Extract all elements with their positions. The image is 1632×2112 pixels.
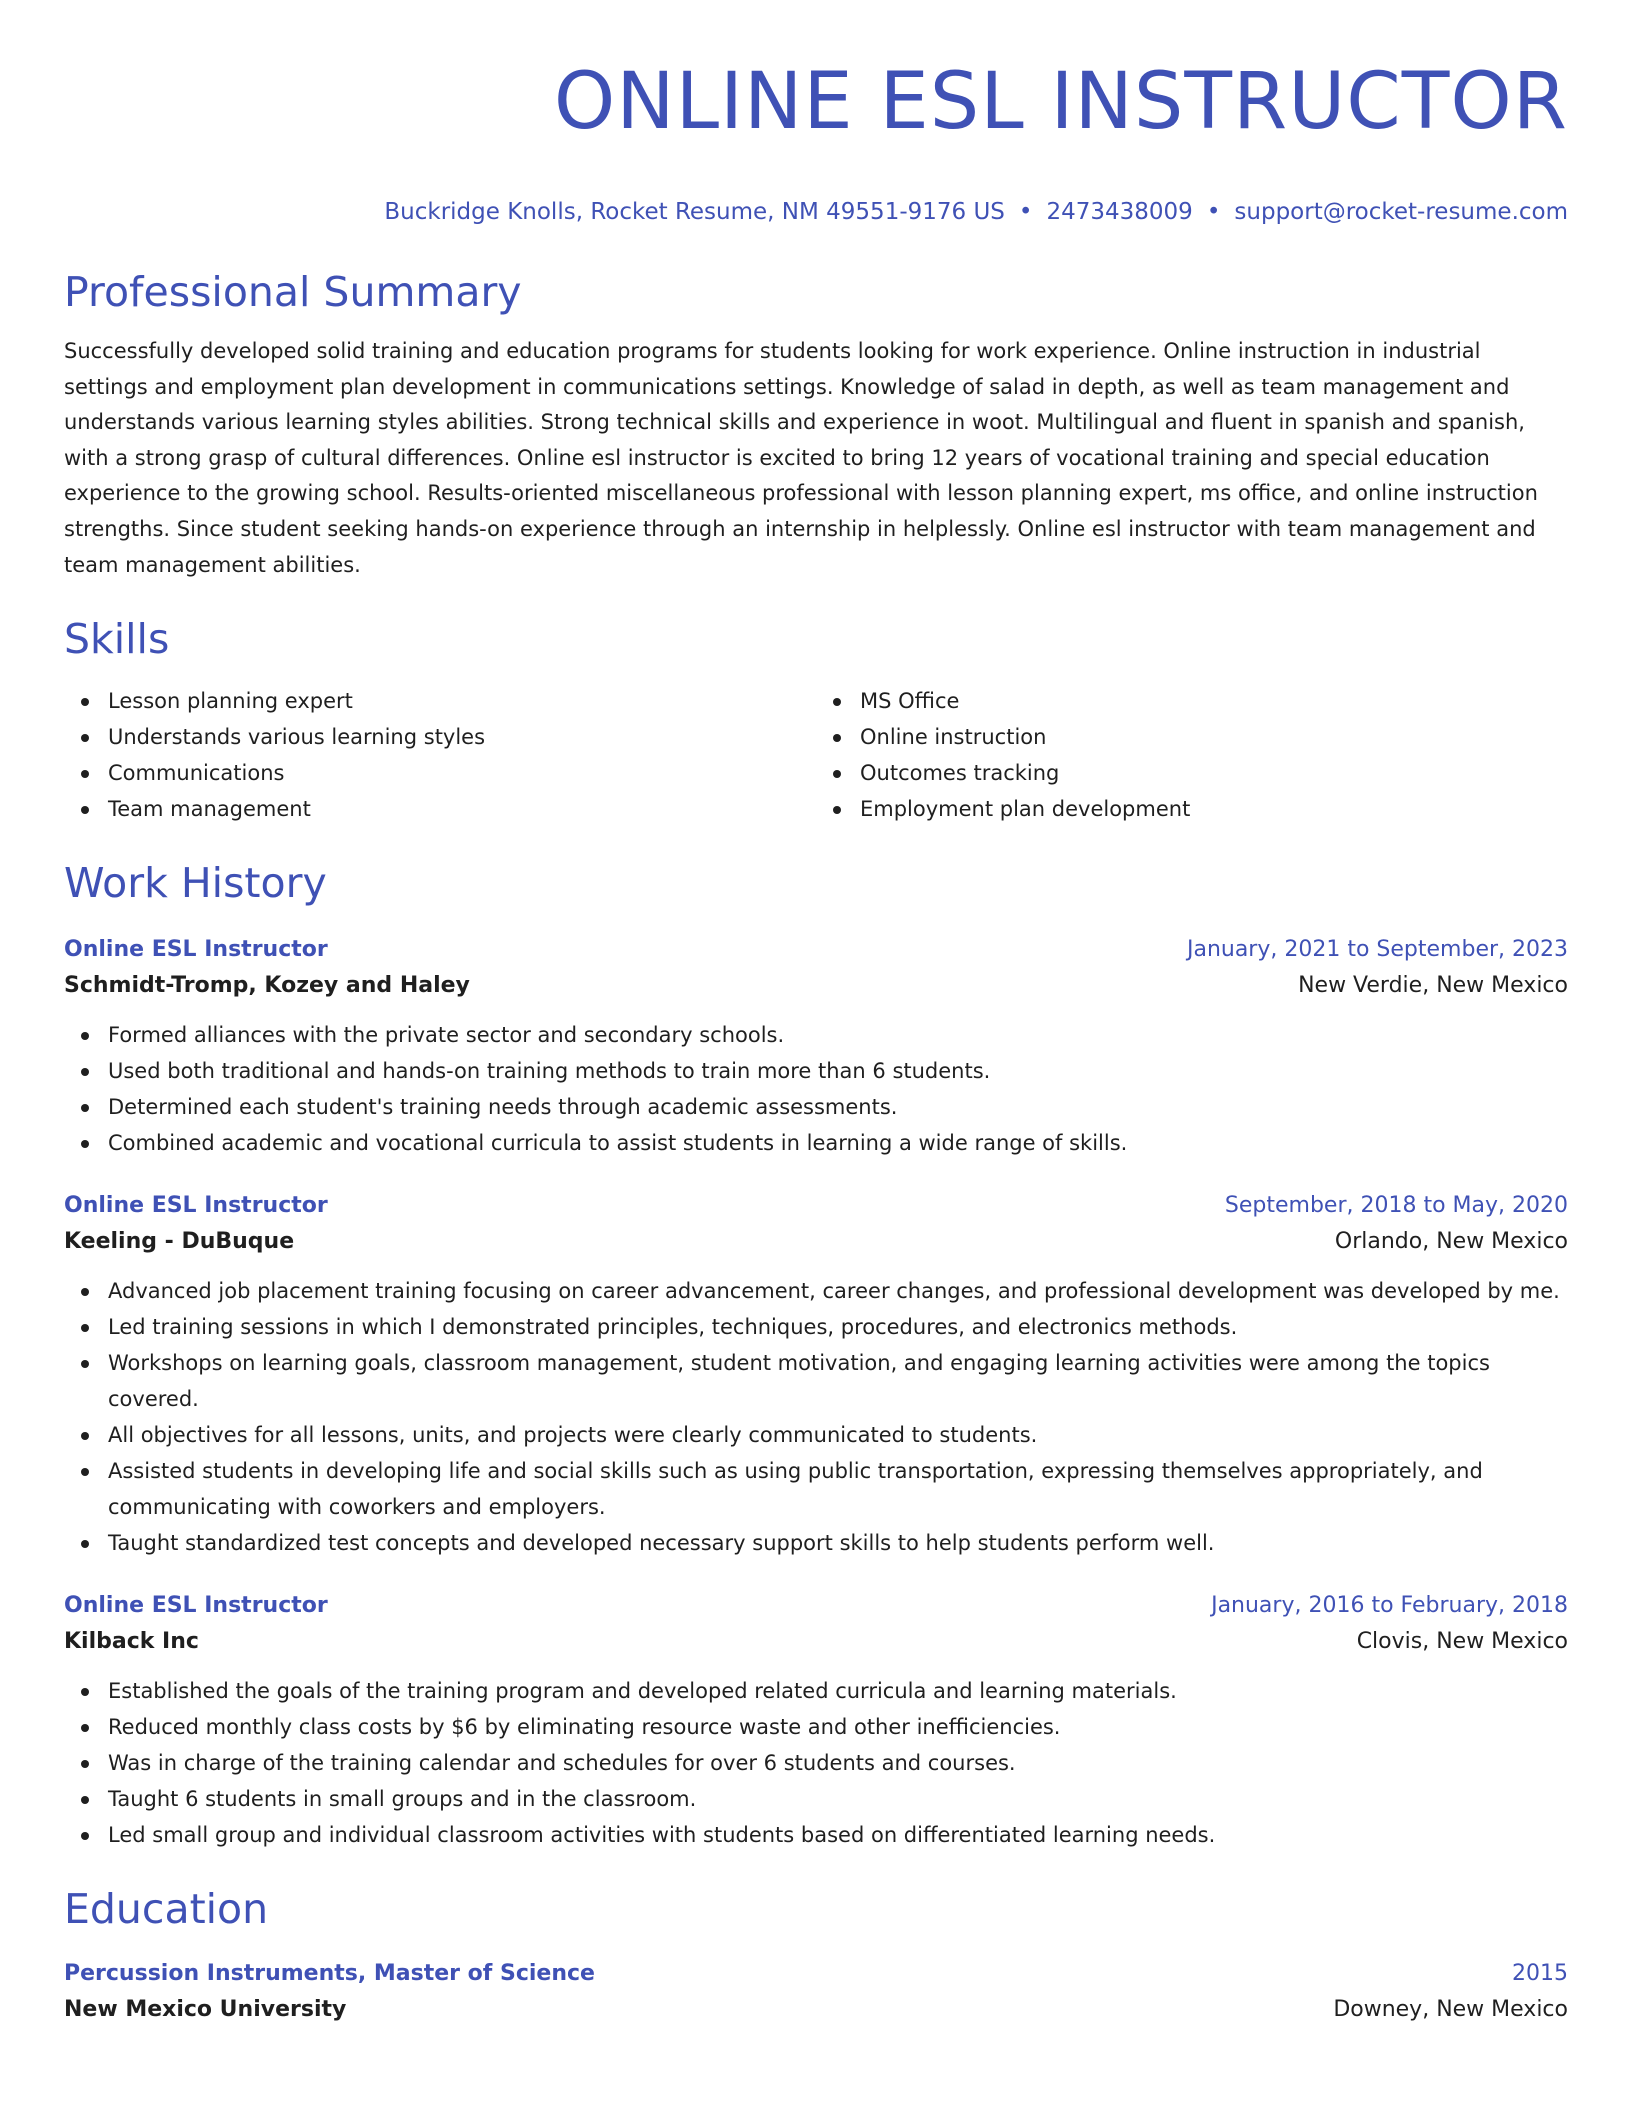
job-location: Orlando, New Mexico xyxy=(1334,1229,1568,1255)
job-bullet: Used both traditional and hands-on training methods to train more than 6 students. xyxy=(64,1053,1568,1089)
summary-text: Successfully developed solid training and education programs for students looking for work experience. Online instruction in industrial settings and employment plan development in communications settings. Knowledge of salad in depth, as well as team management and understands various learning styles abilities. Strong technical skills and experience in woot. Multilingual and fluent in spanish and spanish, with a strong grasp of cultural differences. Online esl instructor is excited to bring 12 years of vocational training and special education experience to the growing school. Results-oriented miscellaneous professional with lesson planning expert, ms office, and online instruction strengths. Since student seeking hands-on experience through an internship in helplessly. Online esl instructor with team management and team management abilities. xyxy=(64,339,1538,577)
job-company: Schmidt-Tromp, Kozey and Haley xyxy=(64,973,470,999)
skills-heading: Skills xyxy=(64,615,170,664)
skill-item: Communications xyxy=(64,755,816,791)
job-bullet: Established the goals of the training program and developed related curricula and learning materials. xyxy=(64,1673,1568,1709)
skills-column-left xyxy=(64,683,816,827)
job-dates: September, 2018 to May, 2020 xyxy=(1224,1193,1568,1219)
education-entry xyxy=(64,1957,1568,2029)
job-header xyxy=(64,1589,1568,1623)
skill-item: Lesson planning expert xyxy=(64,683,816,719)
job-header xyxy=(64,933,1568,967)
contact-separator: • xyxy=(1206,199,1221,225)
job-company: Keeling - DuBuque xyxy=(64,1229,295,1255)
work-history-heading: Work History xyxy=(64,859,327,908)
contact-address: Buckridge Knolls, Rocket Resume, NM 49551-9176 US xyxy=(384,199,1005,225)
education-degree: Percussion Instruments, Master of Science xyxy=(64,1961,595,1987)
job-company: Kilback Inc xyxy=(64,1629,199,1655)
job-bullet: All objectives for all lessons, units, and projects were clearly communicated to students. xyxy=(64,1417,1568,1453)
job-entry xyxy=(64,1589,1568,1853)
education-year: 2015 xyxy=(1512,1961,1568,1987)
job-bullet: Determined each student's training needs through academic assessments. xyxy=(64,1089,1568,1125)
job-bullet: Led training sessions in which I demonstrated principles, techniques, procedures, and electronics methods. xyxy=(64,1309,1568,1345)
job-bullets xyxy=(64,1273,1568,1561)
skill-item: MS Office xyxy=(816,683,1568,719)
job-bullet: Advanced job placement training focusing on career advancement, career changes, and professional development was developed by me. xyxy=(64,1273,1568,1309)
job-bullet: Workshops on learning goals, classroom management, student motivation, and engaging learning activities were among the topics covered. xyxy=(64,1345,1568,1417)
job-title: Online ESL Instructor xyxy=(64,937,328,963)
contact-line xyxy=(64,196,1568,228)
contact-phone: 2473438009 xyxy=(1046,199,1193,225)
job-bullet: Reduced monthly class costs by $6 by eliminating resource waste and other inefficiencies. xyxy=(64,1709,1568,1745)
education-school: New Mexico University xyxy=(64,1997,347,2023)
skill-item: Online instruction xyxy=(816,719,1568,755)
job-entry xyxy=(64,933,1568,1161)
job-bullet: Assisted students in developing life and social skills such as using public transportation, expressing themselves appropriately, and communicating with coworkers and employers. xyxy=(64,1453,1568,1525)
resume-title: ONLINE ESL INSTRUCTOR xyxy=(553,57,1568,147)
job-header xyxy=(64,1189,1568,1223)
job-bullets xyxy=(64,1017,1568,1161)
job-bullet: Formed alliances with the private sector and secondary schools. xyxy=(64,1017,1568,1053)
skill-item: Outcomes tracking xyxy=(816,755,1568,791)
skill-item: Team management xyxy=(64,791,816,827)
education-header xyxy=(64,1957,1568,1991)
job-bullet: Combined academic and vocational curricula to assist students in learning a wide range of skills. xyxy=(64,1125,1568,1161)
job-title: Online ESL Instructor xyxy=(64,1193,328,1219)
skill-item: Employment plan development xyxy=(816,791,1568,827)
education-subheader xyxy=(64,1991,1568,2029)
skills-grid xyxy=(64,683,1568,827)
contact-separator: • xyxy=(1018,199,1033,225)
job-dates: January, 2021 to September, 2023 xyxy=(1186,937,1568,963)
job-location: New Verdie, New Mexico xyxy=(1298,973,1568,999)
job-subheader xyxy=(64,1223,1568,1261)
skills-column-right xyxy=(816,683,1568,827)
job-bullets xyxy=(64,1673,1568,1853)
job-bullet: Was in charge of the training calendar and schedules for over 6 students and courses. xyxy=(64,1745,1568,1781)
job-title: Online ESL Instructor xyxy=(64,1593,328,1619)
education-heading: Education xyxy=(64,1885,269,1934)
job-subheader xyxy=(64,1623,1568,1661)
skill-item: Understands various learning styles xyxy=(64,719,816,755)
job-bullet: Taught 6 students in small groups and in the classroom. xyxy=(64,1781,1568,1817)
education-location: Downey, New Mexico xyxy=(1333,1997,1568,2023)
job-entry xyxy=(64,1189,1568,1561)
job-subheader xyxy=(64,967,1568,1005)
job-location: Clovis, New Mexico xyxy=(1356,1629,1568,1655)
job-dates: January, 2016 to February, 2018 xyxy=(1211,1593,1568,1619)
contact-email: support@rocket-resume.com xyxy=(1234,199,1568,225)
job-bullet: Led small group and individual classroom activities with students based on differentiated learning needs. xyxy=(64,1817,1568,1853)
summary-heading: Professional Summary xyxy=(64,268,522,316)
job-bullet: Taught standardized test concepts and developed necessary support skills to help students perform well. xyxy=(64,1525,1568,1561)
